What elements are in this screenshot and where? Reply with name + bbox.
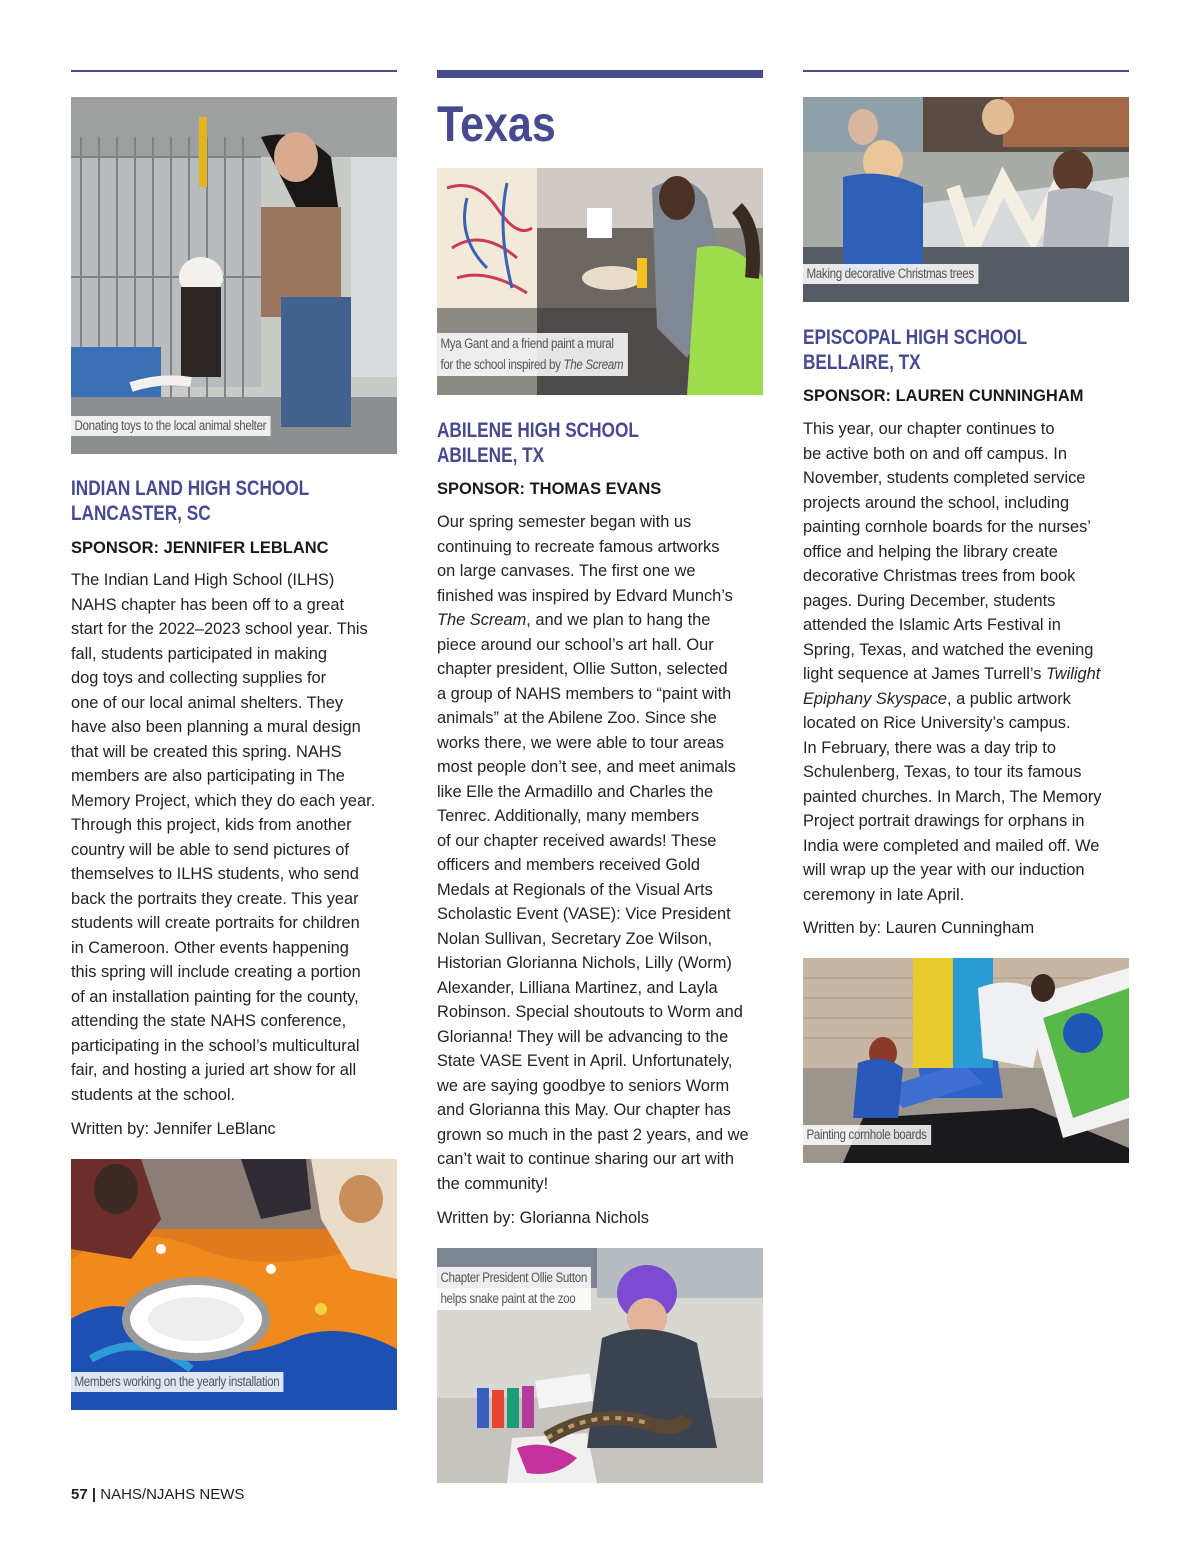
school-name: EPISCOPAL HIGH SCHOOL BELLAIRE, TX (803, 326, 1028, 374)
body-line: projects around the school, including (803, 493, 1070, 512)
byline: Written by: Glorianna Nichols (437, 1209, 649, 1227)
body-line: officers and members received Gold (437, 856, 700, 874)
middle-column-rule (437, 70, 763, 78)
body-line: attended the Islamic Arts Festival in (803, 616, 1061, 634)
body-line: Historian Glorianna Nichols, Lilly (Worm) (437, 954, 732, 972)
snake-painting-photo (437, 1248, 763, 1483)
body-line: we are saying goodbye to seniors Worm (437, 1076, 730, 1095)
body-line: attending the state NAHS conference, (71, 1012, 347, 1030)
body-line: ceremony in late April. (803, 885, 965, 904)
cornhole-boards-photo (803, 958, 1129, 1163)
body-line: light sequence at James Turrell’s Twilight (803, 665, 1101, 683)
body-line: can’t wait to continue sharing our art with (437, 1150, 735, 1168)
school-name: INDIAN LAND HIGH SCHOOL LANCASTER, SC (71, 477, 310, 525)
installation-photo (71, 1159, 397, 1410)
body-line: students at the school. (71, 1085, 236, 1104)
photo-caption: Making decorative Christmas trees (803, 264, 978, 284)
photo-caption: Chapter President Ollie Sutton helps snake paint at the zoo (437, 1267, 591, 1310)
mural-photo (437, 168, 763, 395)
body-line: back the portraits they create. This year (71, 889, 359, 908)
christmas-trees-photo (803, 97, 1129, 302)
body-line: Scholastic Event (VASE): Vice President (437, 905, 731, 923)
body-line: a group of NAHS members to “paint with (437, 684, 732, 703)
body-line: pages. During December, students (803, 591, 1056, 610)
body-line: grown so much in the past 2 years, and we (437, 1125, 749, 1144)
photo-caption: Donating toys to the local animal shelter (71, 416, 271, 436)
footer-separator: | (91, 1486, 97, 1503)
body-line: Robinson. Special shoutouts to Worm and (437, 1003, 743, 1021)
body-line: office and helping the library create (803, 542, 1058, 561)
body-line: animals” at the Abilene Zoo. Since she (437, 709, 717, 727)
body-line: located on Rice University’s campus. (803, 714, 1071, 732)
body-line: one of our local animal shelters. They (71, 693, 344, 712)
body-line: State VASE Event in April. Unfortunately, (437, 1052, 733, 1070)
body-line: themselves to ILHS students, who send (71, 865, 359, 883)
section-title: Texas (437, 96, 556, 152)
animal-shelter-photo (71, 97, 397, 454)
body-line: that will be created this spring. NAHS (71, 742, 342, 761)
body-line: have also been planning a mural design (71, 718, 361, 736)
body-line: be active both on and off campus. In (803, 444, 1067, 463)
body-line: the community! (437, 1174, 549, 1193)
body-line: students will create portraits for children (71, 914, 360, 932)
body-line: The Indian Land High School (ILHS) (71, 571, 335, 589)
body-line: Memory Project, which they do each year. (71, 791, 376, 810)
photo-caption: Painting cornhole boards (803, 1125, 931, 1145)
body-line: Schulenberg, Texas, to tour its famous (803, 763, 1082, 781)
body-line: country will be able to send pictures of (71, 840, 349, 859)
right-column-rule (803, 70, 1129, 72)
body-line: participating in the school’s multicultural (71, 1036, 360, 1055)
body-line: and Glorianna this May. Our chapter has (437, 1101, 731, 1119)
body-line: this spring will include creating a portion (71, 963, 361, 981)
body-line: continuing to recreate famous artworks (437, 537, 720, 556)
body-line: finished was inspired by Edvard Munch’s (437, 586, 733, 605)
body-line: Tenrec. Additionally, many members (437, 807, 700, 825)
body-line: works there, we were able to tour areas (437, 733, 724, 752)
body-line: of our chapter received awards! These (437, 831, 717, 850)
page-number: 57 (71, 1486, 88, 1503)
body-line: The Scream, and we plan to hang the (437, 611, 711, 629)
photo-caption: Members working on the yearly installation (71, 1372, 284, 1392)
sponsor-line: SPONSOR: JENNIFER LEBLANC (71, 539, 329, 557)
body-line: Project portrait drawings for orphans in (803, 812, 1085, 830)
body-line: Glorianna! They will be advancing to the (437, 1027, 729, 1046)
body-line: painting cornhole boards for the nurses’ (803, 518, 1091, 536)
byline: Written by: Jennifer LeBlanc (71, 1120, 276, 1138)
left-column-rule (71, 70, 397, 72)
body-line: In February, there was a day trip to (803, 738, 1056, 757)
sponsor-line: SPONSOR: LAUREN CUNNINGHAM (803, 387, 1084, 405)
body-line: in Cameroon. Other events happening (71, 938, 349, 957)
body-line: This year, our chapter continues to (803, 420, 1055, 438)
body-line: November, students completed service (803, 469, 1086, 487)
body-line: start for the 2022–2023 school year. This (71, 620, 368, 638)
body-line: will wrap up the year with our induction (803, 861, 1085, 879)
body-line: India were completed and mailed off. We (803, 836, 1100, 855)
body-line: chapter president, Ollie Sutton, selected (437, 660, 728, 678)
body-line: Our spring semester began with us (437, 513, 692, 531)
body-line: Spring, Texas, and watched the evening (803, 640, 1094, 659)
body-line: most people don’t see, and meet animals (437, 758, 736, 776)
school-name: ABILENE HIGH SCHOOL ABILENE, TX (437, 419, 639, 467)
publication-name: NAHS/NJAHS NEWS (100, 1486, 245, 1503)
body-line: fall, students participated in making (71, 644, 328, 663)
body-line: decorative Christmas trees from book (803, 567, 1076, 585)
body-line: Nolan Sullivan, Secretary Zoe Wilson, (437, 929, 713, 948)
page-footer (71, 1485, 244, 1505)
body-line: dog toys and collecting supplies for (71, 669, 327, 687)
body-line: NAHS chapter has been off to a great (71, 595, 345, 614)
body-line: Alexander, Lilliana Martinez, and Layla (437, 978, 718, 997)
body-line: members are also participating in The (71, 767, 345, 785)
byline: Written by: Lauren Cunningham (803, 919, 1035, 937)
body-line: on large canvases. The first one we (437, 562, 696, 580)
sponsor-line: SPONSOR: THOMAS EVANS (437, 480, 662, 498)
body-line: Epiphany Skyspace, a public artwork (803, 689, 1071, 708)
body-line: painted churches. In March, The Memory (803, 787, 1102, 806)
body-line: like Elle the Armadillo and Charles the (437, 782, 714, 801)
article-body (71, 568, 407, 1107)
article-body (437, 510, 773, 1196)
body-line: Medals at Regionals of the Visual Arts (437, 880, 713, 899)
body-line: Through this project, kids from another (71, 816, 352, 834)
article-body (803, 417, 1139, 907)
body-line: piece around our school’s art hall. Our (437, 635, 714, 654)
body-line: of an installation painting for the county, (71, 987, 359, 1006)
body-line: fair, and hosting a juried art show for all (71, 1061, 357, 1079)
photo-caption: Mya Gant and a friend paint a mural for the school inspired by The Scream (437, 333, 628, 376)
